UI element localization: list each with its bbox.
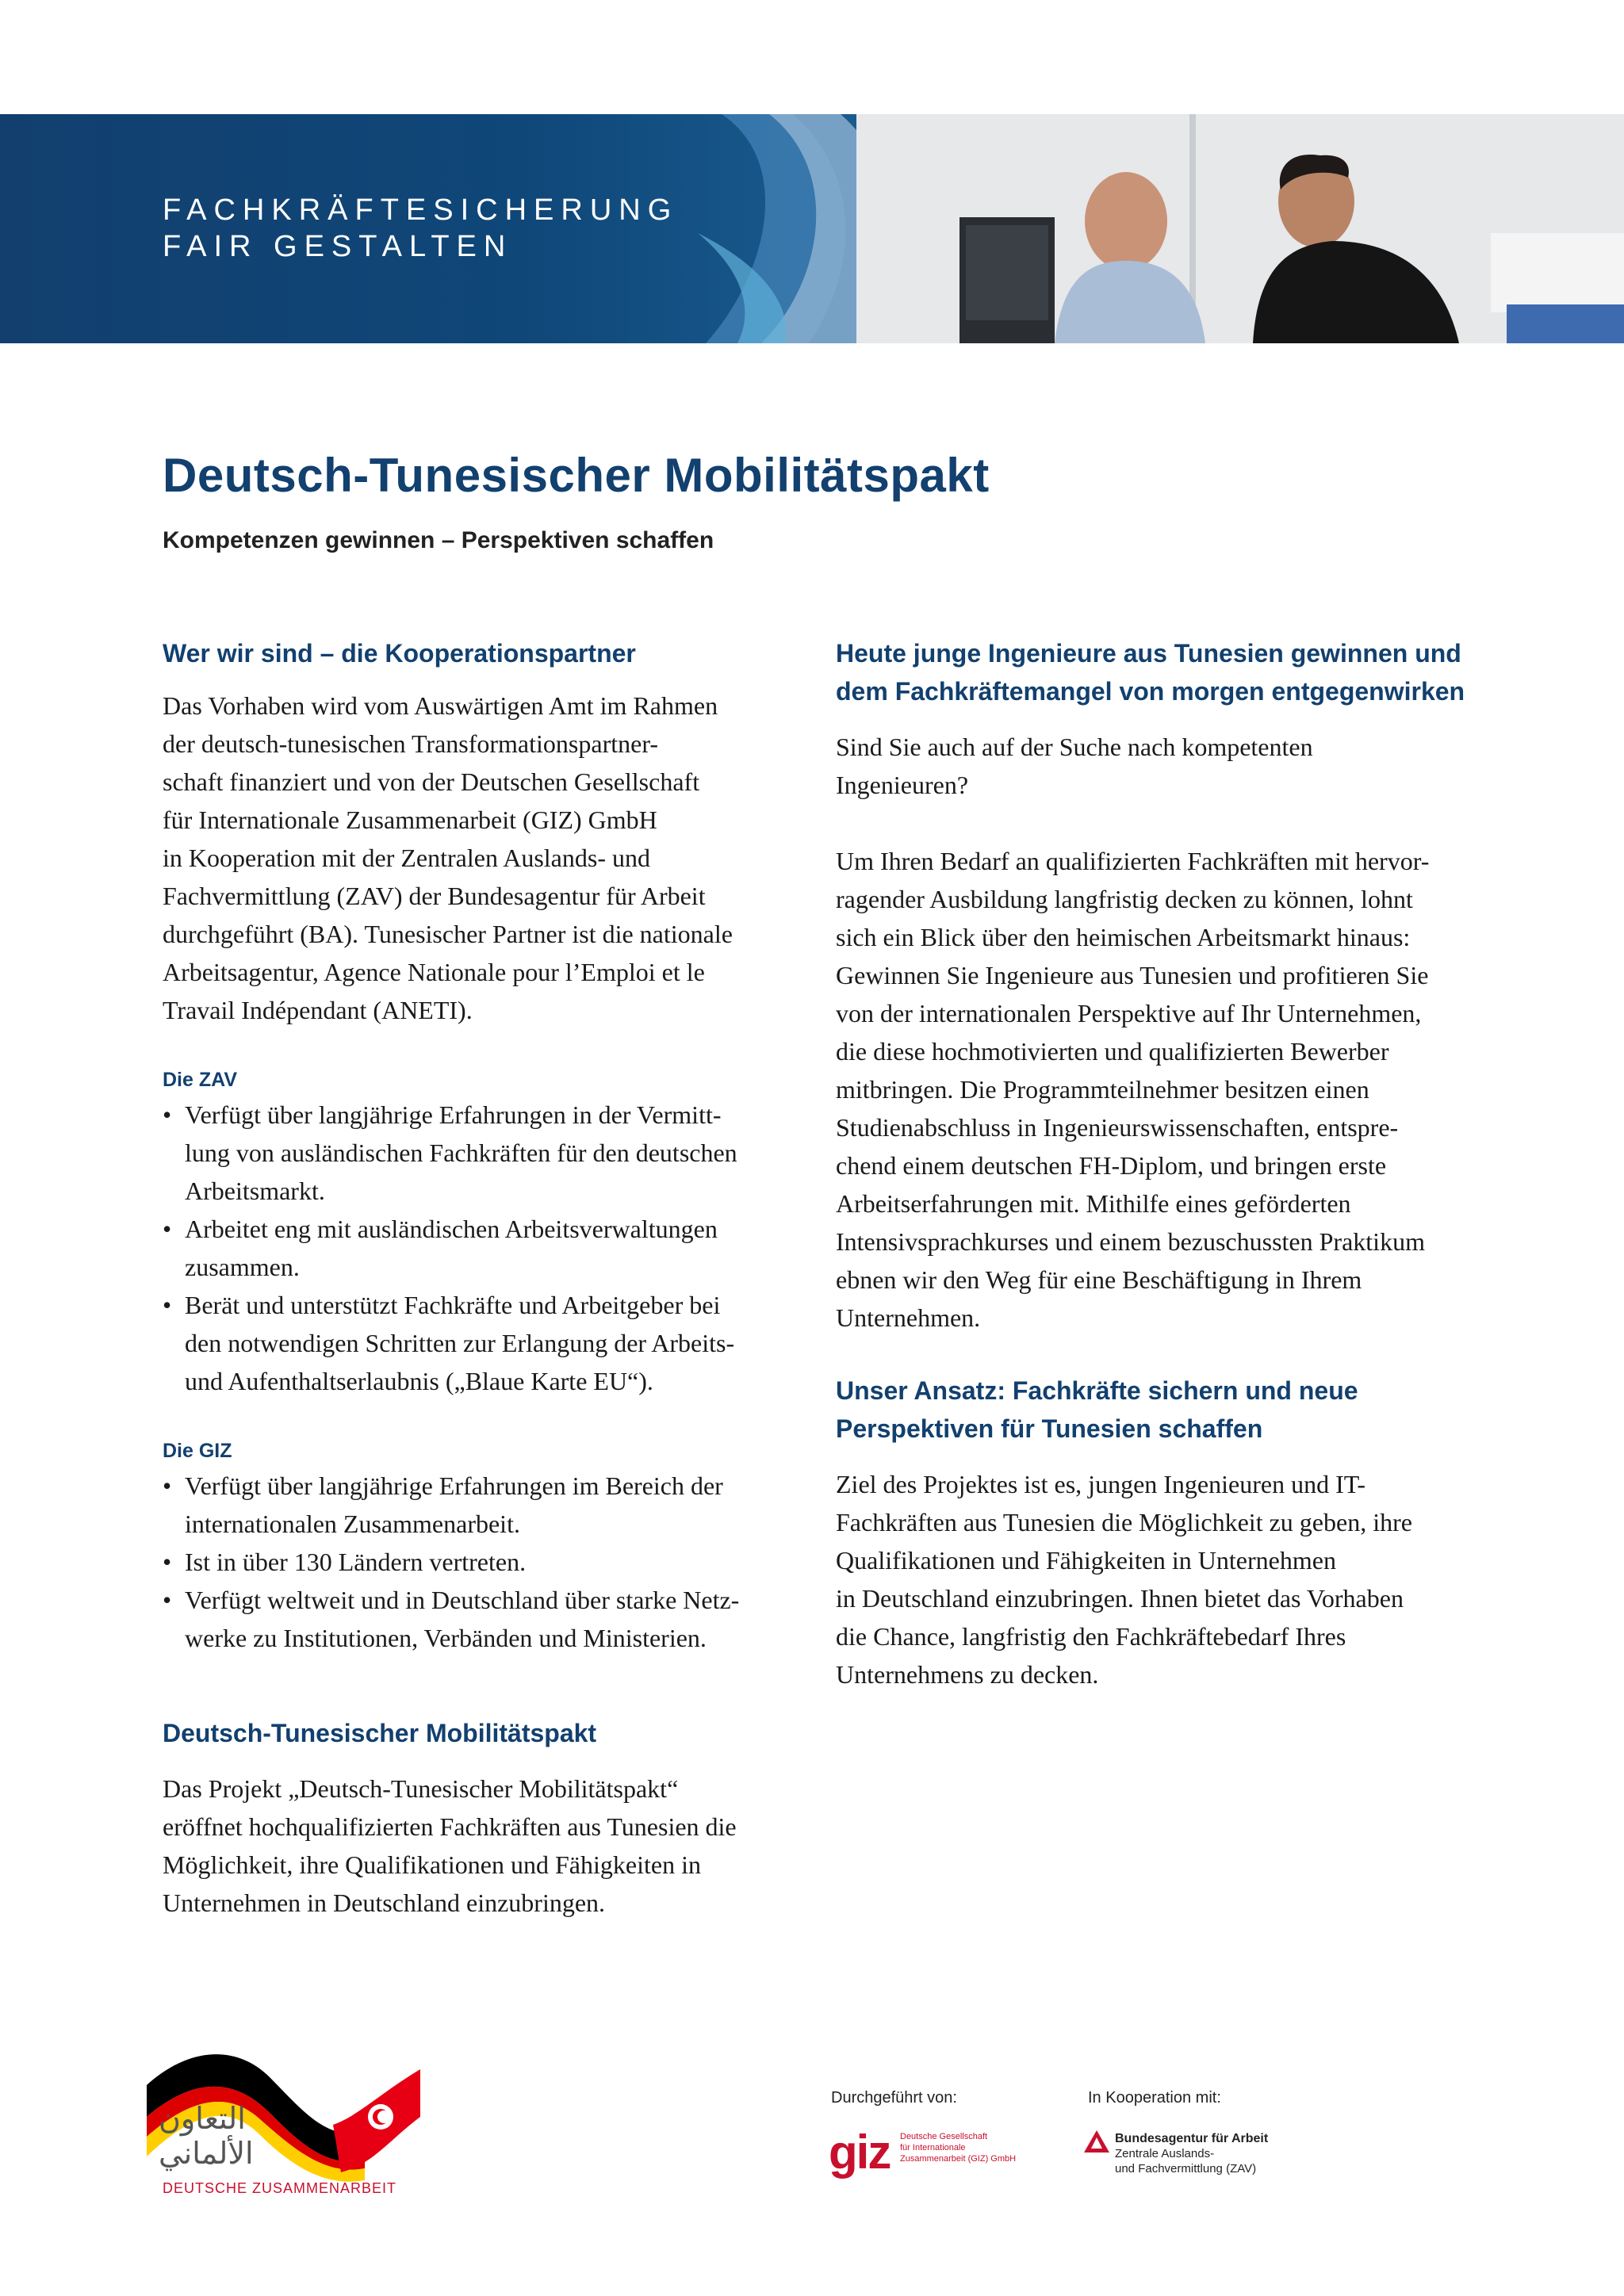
text-line: Ingenieuren? xyxy=(836,771,969,799)
text-line: Um Ihren Bedarf an qualifizierten Fachkräften mit hervor- xyxy=(836,847,1430,875)
giz-name xyxy=(900,2131,1016,2164)
text-line: • Arbeitet eng mit ausländischen Arbeitsverwaltungen xyxy=(185,1215,718,1243)
text-line: die Chance, langfristig den Fachkräftebedarf Ihres xyxy=(836,1622,1346,1651)
giz-name-line: Zusammenarbeit (GIZ) GmbH xyxy=(900,2154,1017,2164)
text-line: • Verfügt über langjährige Erfahrungen im Bereich der xyxy=(185,1471,723,1500)
text-line: der deutsch-tunesischen Transformationspartner- xyxy=(163,729,658,758)
logo-arabic-text xyxy=(159,2101,254,2171)
text-line: Unternehmen in Deutschland einzubringen. xyxy=(163,1888,606,1917)
section-heading-mobility-pact: Deutsch-Tunesischer Mobilitätspakt xyxy=(163,1719,597,1747)
text-line: sich ein Blick über den heimischen Arbeitsmarkt hinaus: xyxy=(836,923,1411,951)
ba-sub-line: Zentrale Auslands- xyxy=(1115,2147,1215,2160)
text-line: zusammen. xyxy=(185,1253,300,1281)
arabic-line-2: الألماني xyxy=(159,2136,254,2171)
banner-title-line-1: FACHKRÄFTESICHERUNG xyxy=(163,193,679,227)
ba-title: Bundesagentur für Arbeit xyxy=(1115,2132,1269,2145)
text-line: Unternehmens zu decken. xyxy=(836,1660,1099,1689)
engineers-question xyxy=(836,728,1470,804)
banner-photo xyxy=(856,114,1624,343)
right-column xyxy=(836,634,1470,1693)
performed-by-label: Durchgeführt von: xyxy=(831,2089,957,2107)
approach-paragraph xyxy=(836,1465,1470,1693)
subheading-giz: Die GIZ xyxy=(163,1440,232,1462)
office-scene-illustration xyxy=(856,114,1624,343)
text-line: Arbeitserfahrungen mit. Mithilfe eines geförderten xyxy=(836,1189,1351,1218)
text-line: Studienabschluss in Ingenieurswissenschaften, entspre- xyxy=(836,1113,1399,1142)
text-line: die diese hochmotivierten und qualifizierten Bewerber xyxy=(836,1037,1389,1066)
zav-list xyxy=(163,1096,821,1400)
text-line: ragender Ausbildung langfristig decken zu können, lohnt xyxy=(836,885,1413,913)
text-line: Travail Indépendant (ANETI). xyxy=(163,996,473,1024)
section-heading-engineers xyxy=(836,634,1470,710)
text-line: Unternehmen. xyxy=(836,1303,981,1332)
text-line: internationalen Zusammenarbeit. xyxy=(185,1510,520,1538)
list-item xyxy=(163,1096,821,1210)
text-line: und Aufenthaltserlaubnis („Blaue Karte EU“). xyxy=(185,1367,653,1395)
mobility-pact-paragraph xyxy=(163,1770,821,1922)
banner-title xyxy=(163,192,678,265)
partners-paragraph xyxy=(163,687,821,1029)
cooperation-label: In Kooperation mit: xyxy=(1088,2089,1221,2107)
list-item xyxy=(163,1543,821,1581)
section-heading-approach xyxy=(836,1372,1470,1448)
list-item xyxy=(163,1210,821,1286)
text-line: lung von ausländischen Fachkräften für den deutschen xyxy=(185,1138,737,1167)
text-line: von der internationalen Perspektive auf Ihr Unternehmen, xyxy=(836,999,1422,1027)
page-title: Deutsch-Tunesischer Mobilitätspakt xyxy=(163,449,990,502)
giz-logo: giz xyxy=(829,2126,891,2179)
text-line: Möglichkeit, ihre Qualifikationen und Fähigkeiten in xyxy=(163,1850,701,1879)
section-heading-partners: Wer wir sind – die Kooperationspartner xyxy=(163,639,636,668)
subheading-zav: Die ZAV xyxy=(163,1069,237,1091)
text-line: Fachvermittlung (ZAV) der Bundesagentur für Arbeit xyxy=(163,882,706,910)
text-line: Intensivsprachkurses und einem bezuschussten Praktikum xyxy=(836,1227,1425,1256)
text-line: in Kooperation mit der Zentralen Auslands- und xyxy=(163,844,650,872)
text-line: • Ist in über 130 Ländern vertreten. xyxy=(185,1548,527,1576)
text-line: • Verfügt weltweit und in Deutschland über starke Netz- xyxy=(185,1586,740,1614)
text-line: eröffnet hochqualifizierten Fachkräften aus Tunesien die xyxy=(163,1812,737,1841)
text-line: chend einem deutschen FH-Diplom, und bringen erste xyxy=(836,1151,1387,1180)
giz-list xyxy=(163,1467,821,1657)
heading-line: Perspektiven für Tunesien schaffen xyxy=(836,1414,1263,1443)
ba-name xyxy=(1115,2131,1268,2176)
text-line: Sind Sie auch auf der Suche nach kompetenten xyxy=(836,733,1313,761)
text-line: Arbeitsagentur, Agence Nationale pour l’Emploi et le xyxy=(163,958,705,986)
text-line: Das Vorhaben wird vom Auswärtigen Amt im Rahmen xyxy=(163,691,718,720)
text-line: durchgeführt (BA). Tunesischer Partner ist die nationale xyxy=(163,920,733,948)
text-line: mitbringen. Die Programmteilnehmer besitzen einen xyxy=(836,1075,1369,1104)
page-subtitle: Kompetenzen gewinnen – Perspektiven schaffen xyxy=(163,527,714,553)
ba-sub-line: und Fachvermittlung (ZAV) xyxy=(1115,2162,1257,2175)
left-column xyxy=(163,634,821,1922)
banner-title-line-2: FAIR GESTALTEN xyxy=(163,230,513,263)
text-line: Arbeitsmarkt. xyxy=(185,1177,325,1205)
text-line: Qualifikationen und Fähigkeiten in Unternehmen xyxy=(836,1546,1336,1575)
text-line: Fachkräften aus Tunesien die Möglichkeit zu geben, ihre xyxy=(836,1508,1412,1536)
arabic-line-1: التعاون xyxy=(159,2101,246,2136)
text-line: werke zu Institutionen, Verbänden und Ministerien. xyxy=(185,1624,707,1652)
text-line: für Internationale Zusammenarbeit (GIZ) GmbH xyxy=(163,806,657,834)
text-line: Gewinnen Sie Ingenieure aus Tunesien und profitieren Sie xyxy=(836,961,1429,989)
list-item xyxy=(163,1286,821,1400)
heading-line: Heute junge Ingenieure aus Tunesien gewinnen und xyxy=(836,639,1461,668)
header-banner xyxy=(0,114,1624,343)
text-line: Ziel des Projektes ist es, jungen Ingenieuren und IT- xyxy=(836,1470,1365,1498)
text-line: in Deutschland einzubringen. Ihnen bietet das Vorhaben xyxy=(836,1584,1404,1613)
engineers-paragraph xyxy=(836,842,1470,1337)
heading-line: dem Fachkräftemangel von morgen entgegenwirken xyxy=(836,677,1465,706)
list-item xyxy=(163,1467,821,1543)
giz-name-line: für Internationale xyxy=(900,2143,966,2152)
list-item xyxy=(163,1581,821,1657)
ba-logo-icon xyxy=(1083,2130,1110,2153)
text-line: ebnen wir den Weg für eine Beschäftigung in Ihrem xyxy=(836,1265,1362,1294)
text-line: • Berät und unterstützt Fachkräfte und Arbeitgeber bei xyxy=(185,1291,721,1319)
text-line: den notwendigen Schritten zur Erlangung der Arbeits- xyxy=(185,1329,735,1357)
text-line: • Verfügt über langjährige Erfahrungen in der Vermitt- xyxy=(185,1100,722,1129)
text-line: schaft finanziert und von der Deutschen Gesellschaft xyxy=(163,767,700,796)
giz-name-line: Deutsche Gesellschaft xyxy=(900,2132,988,2141)
text-line: Das Projekt „Deutsch-Tunesischer Mobilitätspakt“ xyxy=(163,1774,679,1803)
heading-line: Unser Ansatz: Fachkräfte sichern und neue xyxy=(836,1376,1358,1405)
logo-caption: DEUTSCHE ZUSAMMENARBEIT xyxy=(163,2180,397,2196)
